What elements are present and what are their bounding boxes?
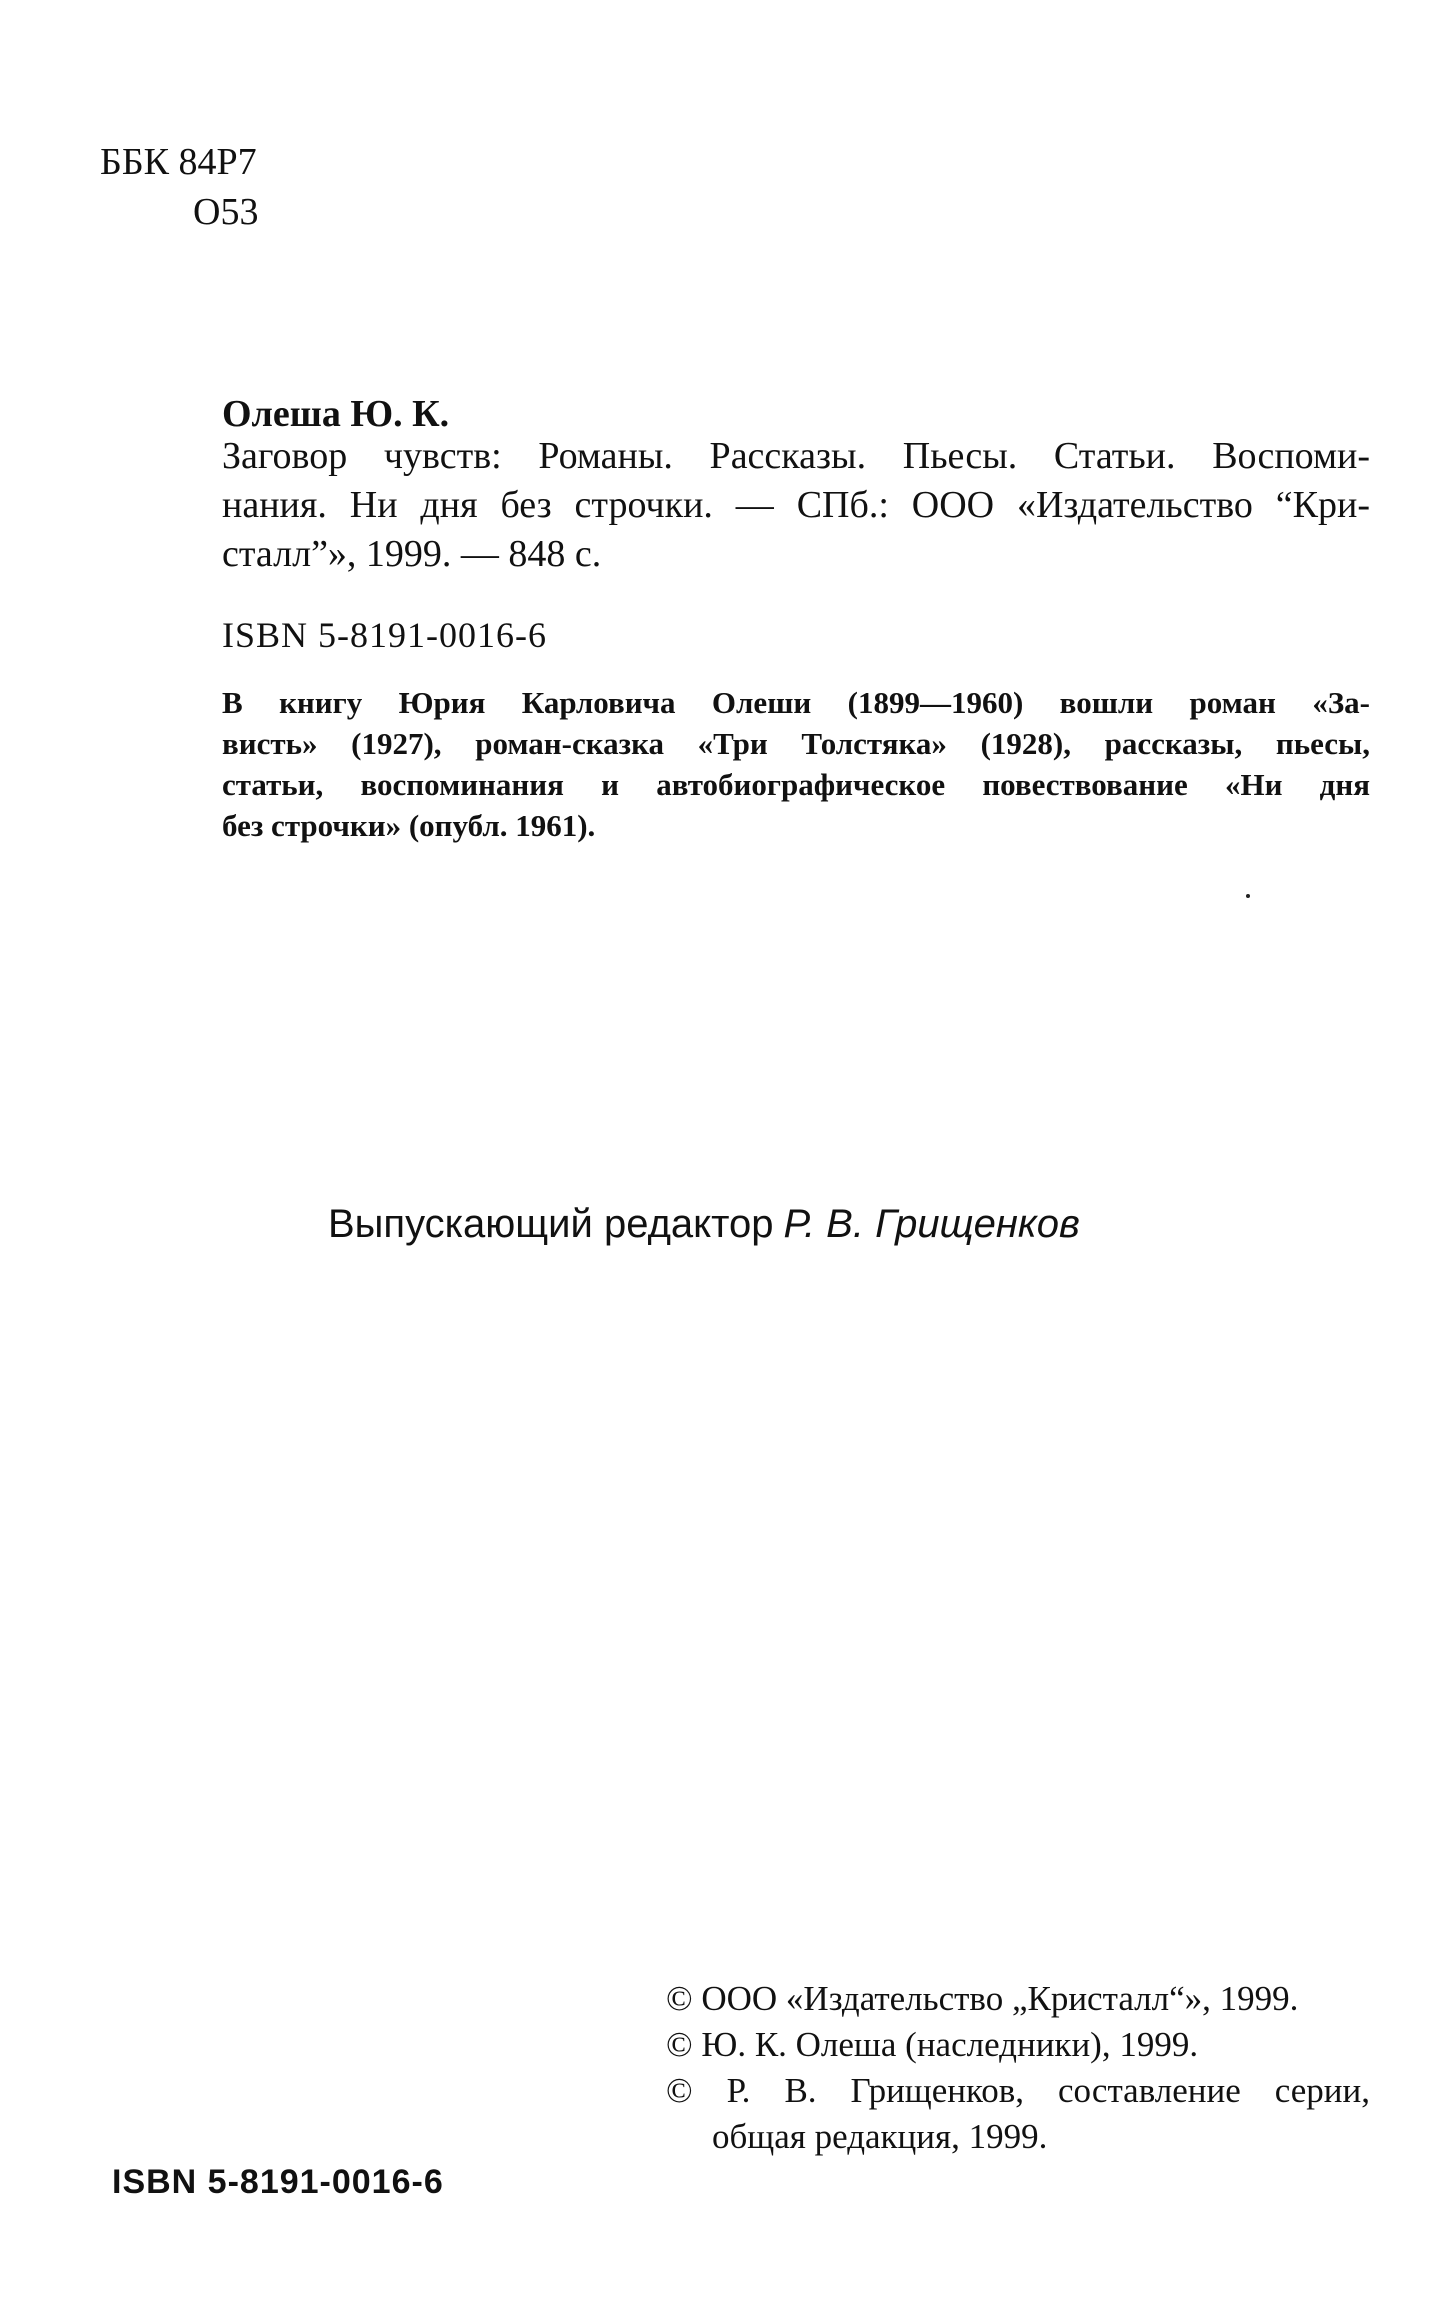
copyright-block xyxy=(666,1976,1370,2160)
biblio-line: сталл”», 1999. — 848 с. xyxy=(222,533,602,575)
editor-credit xyxy=(328,1198,1080,1250)
copyright-line: © Ю. К. Олеша (наследники), 1999. xyxy=(666,2025,1199,2064)
biblio-line: Заговор чувств: Романы. Рассказы. Пьесы. Статьи. Воспоми- xyxy=(222,435,1370,477)
annotation xyxy=(222,682,1370,846)
editor-label: Выпускающий редактор xyxy=(328,1202,774,1246)
editor-name: Р. В. Грищенков xyxy=(783,1202,1080,1246)
copyright-line: общая редакция, 1999. xyxy=(712,2117,1048,2156)
isbn-footer: ISBN 5-8191-0016-6 xyxy=(112,2163,444,2201)
author-heading: Олеша Ю. К. xyxy=(222,393,450,435)
annotation-line: без строчки» (опубл. 1961). xyxy=(222,808,596,843)
biblio-line: нания. Ни дня без строчки. — СПб.: ООО «Издательство “Кри- xyxy=(222,484,1370,526)
copyright-line: © Р. В. Грищенков, составление серии, xyxy=(666,2071,1370,2110)
annotation-line: висть» (1927), роман-сказка «Три Толстяка» (1928), рассказы, пьесы, xyxy=(222,726,1370,761)
bibliographic-description xyxy=(222,432,1370,579)
bbk-classification: ББК 84Р7 xyxy=(100,141,257,183)
annotation-line: В книгу Юрия Карловича Олеши (1899—1960) вошли роман «За- xyxy=(222,685,1370,720)
annotation-line: статьи, воспоминания и автобиографическое повествование «Ни дня xyxy=(222,767,1370,802)
print-dot xyxy=(1246,894,1250,898)
isbn-record: ISBN 5-8191-0016-6 xyxy=(222,615,547,655)
author-mark: О53 xyxy=(193,191,259,233)
copyright-line: © ООО «Издательство „Кристалл“», 1999. xyxy=(666,1979,1299,2018)
